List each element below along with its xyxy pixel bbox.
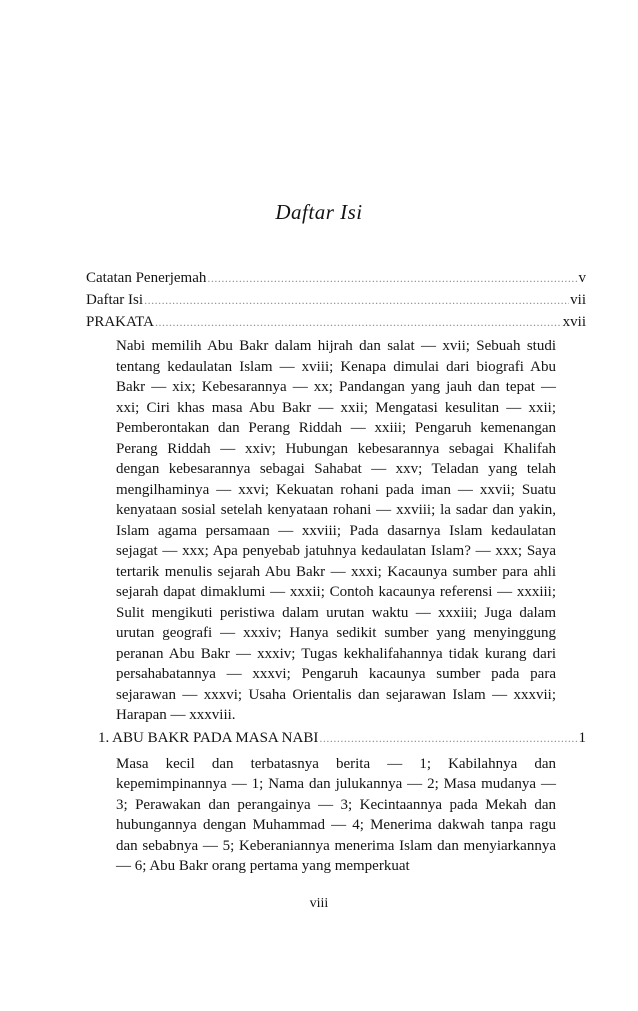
dot-leader <box>144 293 569 308</box>
dot-leader <box>155 315 562 330</box>
dot-leader <box>207 271 577 286</box>
dot-leader <box>319 731 577 746</box>
toc-entry-page: vii <box>570 292 586 308</box>
toc-entry-catatan-penerjemah[interactable] <box>86 270 586 292</box>
toc-entry-label: Daftar Isi <box>86 292 144 308</box>
page-number: viii <box>309 896 329 911</box>
toc-entry-label: 1. ABU BAKR PADA MASA NABI <box>98 729 319 746</box>
prakata-summary: Nabi memilih Abu Bakr dalam hijrah dan salat — xvii; Sebuah studi tentang kedaulatan Islam — xviii; Kenapa dimulai dari biografi Abu Bakr — xix; Kebesarannya — xx; Pandangan yang jauh dan tepat — xxi; Ciri khas masa Abu Bakr — xxii; Mengatasi kesulitan — xxii; Pemberontakan dan Perang Riddah — xxiii; Pengaruh kemenangan Perang Riddah — xxiv; Hubungan kebesarannya sebagai Khalifah dengan kebesarannya sebagai Sahabat — xxv; Teladan yang telah mengilhaminya — xxvi; Kekuatan rohani pada iman — xxvii; Suatu kenyataan sosial setelah kenyataan rohani — xxviii; la sadar dan yakin, Islam agama persamaan — xxviii; Pada dasarnya Islam kedaulatan sejagat — xxx; Apa penyebab jatuhnya kedaulatan Islam? — xxx; Saya tertarik menulis sejarah Abu Bakr — xxxi; Kacaunya sumber para ahli sejarah dapat dimaklumi — xxxii; Contoh kacaunya referensi — xxxiii; Sulit mengikuti peristiwa dalam urutan waktu — xxxiii; Juga dalam urutan geografi — xxxiv; Hanya sedikit sumber yang menyinggung peranan Abu Bakr — xxxiv; Tugas kekhalifahannya tidak kurang dari persahabatannya — xxxvi; Pengaruh kacaunya sumber pada para sejarawan — xxxvi; Usaha Orientalis dan sejarawan Islam — xxxvii; Harapan — xxxviii. <box>116 338 556 723</box>
page-title: Daftar Isi <box>275 200 363 224</box>
toc-entry-prakata[interactable] <box>86 314 586 336</box>
chapter-1-summary: Masa kecil dan terbatasnya berita — 1; Kabilahnya dan kepemimpinannya — 1; Nama dan julukannya — 2; Masa mudanya — 3; Perawakan dan perangainya — 3; Kecintaannya pada Mekah dan hubungannya dengan Muhammad — 4; Menerima dakwah tanpa ragu dan sebabnya — 5; Keberaniannya menerima Islam dan menyiarkannya — 6; Abu Bakr orang pertama yang memperkuat <box>116 755 556 874</box>
toc-entry-label: Catatan Penerjemah <box>86 270 207 286</box>
toc-entry-label: PRAKATA <box>86 314 154 330</box>
toc-entry-daftar-isi[interactable] <box>86 292 586 314</box>
toc-entry-page: 1 <box>578 729 586 746</box>
toc-entry-page: v <box>578 270 586 286</box>
toc-entry-chapter-1[interactable] <box>86 730 586 752</box>
table-of-contents <box>86 270 586 877</box>
toc-entry-page: xvii <box>562 314 586 330</box>
